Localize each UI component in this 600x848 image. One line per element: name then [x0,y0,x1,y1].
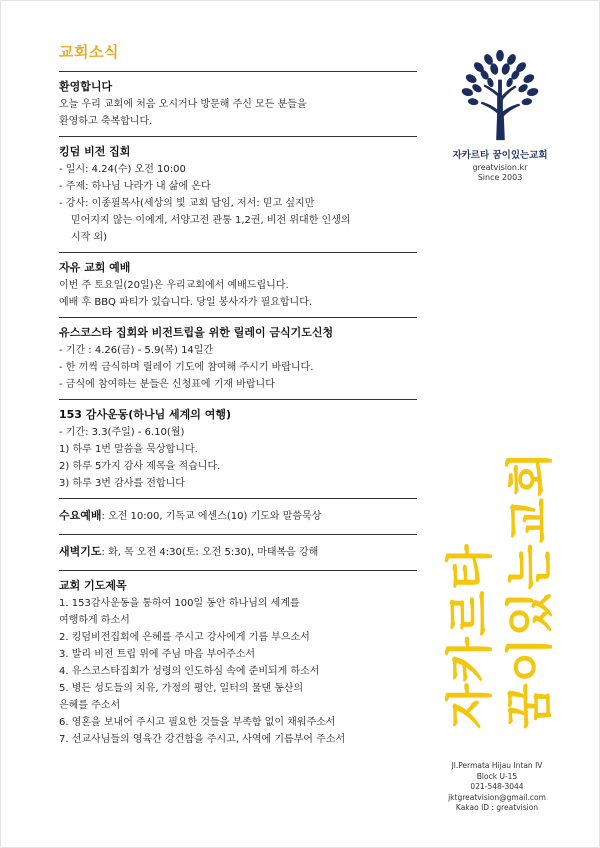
wednesday-text: : 오전 10:00, 기독교 에센스(10) 기도와 말씀묵상 [101,511,322,522]
section-title: 유스코스타 집회와 비전트립을 위한 릴레이 금식기도신청 [59,326,334,339]
dawn-text: : 화, 목 오전 4:30(토: 오전 5:30), 마태복음 강해 [101,547,319,558]
section-title: 153 감사운동(하나님 세계의 여행) [59,408,232,421]
text-line: 오늘 우리 교회에 처음 오시거나 방문해 주신 모든 분들을 [59,99,307,110]
kakao-id: Kakao ID : greatvision [455,803,539,812]
prayer-item: 3. 발리 비전 트립 위에 주님 마음 부어주소서 [59,649,256,660]
prayer-item: 은혜를 주소서 [59,700,121,711]
section-title: 교회 기도제목 [59,579,127,592]
text-line: 예배 후 BBQ 파티가 있습니다. 당일 봉사자가 필요합니다. [59,297,313,308]
phone-number: 021-548-3044 [470,782,524,791]
text-line: - 기간 : 4.26(금) - 5.9(목) 14일간 [59,345,214,356]
vertical-name-line-1: 자카르타 [443,543,498,729]
address-line-2: Block U-15 [476,771,518,781]
section-kingdom-vision [59,137,417,253]
prayer-item: 여행하게 하소서 [59,615,130,626]
section-dawn-prayer [59,535,417,571]
church-since: Since 2003 [477,173,523,182]
section-title: 킹덤 비전 집회 [59,145,131,158]
address-line-1: Jl.Permata Hijau Intan IV [451,761,543,770]
text-line: 1) 하루 1번 말씀을 묵상합니다. [59,444,198,455]
section-youth-kosta [59,318,417,400]
prayer-item: 1. 153감사운동을 통하여 100일 동안 하나님의 세계를 [59,598,300,609]
church-logo [445,45,555,182]
email-address[interactable]: jktgreatvision@gmail.com [448,792,546,802]
bulletin-title: 교회소식 [59,41,417,72]
vertical-name-line-2: 꿈이있는교회 [503,450,558,729]
text-line: - 주제: 하나님 나라가 내 삶에 온다 [59,181,211,192]
wednesday-label: 수요예배 [59,509,102,522]
section-free-church-worship [59,253,417,318]
text-line: - 일시: 4.24(수) 오전 10:00 [59,164,186,175]
text-line: 시작 외) [71,232,108,243]
section-title: 환영합니다 [59,80,113,93]
text-line: - 한 끼씩 금식하며 릴레이 기도에 참여해 주시기 바랍니다. [59,362,314,373]
dawn-label: 새벽기도 [59,545,102,558]
wednesday-worship-line [59,507,417,526]
text-line: 2) 하루 5가지 감사 제목을 적습니다. [59,461,221,472]
text-line: - 강사: 이종필목사(세상의 빛 교회 담임, 저서: 믿고 싶지만 [59,198,315,209]
dawn-prayer-line [59,543,417,562]
text-line: - 기간: 3.3(주일) - 6.10(월) [59,427,185,438]
text-line: 이번 주 토요일(20일)은 우리교회에서 예배드립니다. [59,280,289,291]
church-website[interactable]: greatvision.kr [472,163,528,172]
text-line: 환영하고 축복합니다. [59,116,153,127]
section-wednesday-worship [59,499,417,535]
text-line: - 금식에 참여하는 분들은 신청표에 기재 바랍니다 [59,379,275,390]
text-line: 3) 하루 3번 감사를 전합니다 [59,478,185,489]
tree-logo-icon [452,45,548,143]
section-153-thanks [59,400,417,499]
prayer-item: 2. 킹덤비전집회에 은혜를 주시고 강사에게 기름 부으소서 [59,632,310,643]
bulletin-main-column [59,41,417,754]
prayer-item: 6. 영혼을 보내어 주시고 필요한 것들을 부족함 없이 채워주소서 [59,717,336,728]
contact-info [431,761,563,814]
church-name: 자카르타 꿈이있는교회 [452,150,548,161]
prayer-item: 7. 선교사님들의 영육간 강건함을 주시고, 사역에 기름부어 주소서 [59,734,346,745]
prayer-item: 5. 병든 성도들의 치유, 가정의 평안, 일터의 물댄 동산의 [59,683,304,694]
section-welcome [59,72,417,137]
vertical-church-name [433,439,563,729]
prayer-item: 4. 유스코스타집회가 성령의 인도하심 속에 준비되게 하소서 [59,666,320,677]
text-line: 믿어지지 않는 이에게, 서양고전 관통 1,2권, 비전 위대한 인생의 [71,215,351,226]
section-title: 자유 교회 예배 [59,261,131,274]
section-prayer-topics [59,571,417,754]
